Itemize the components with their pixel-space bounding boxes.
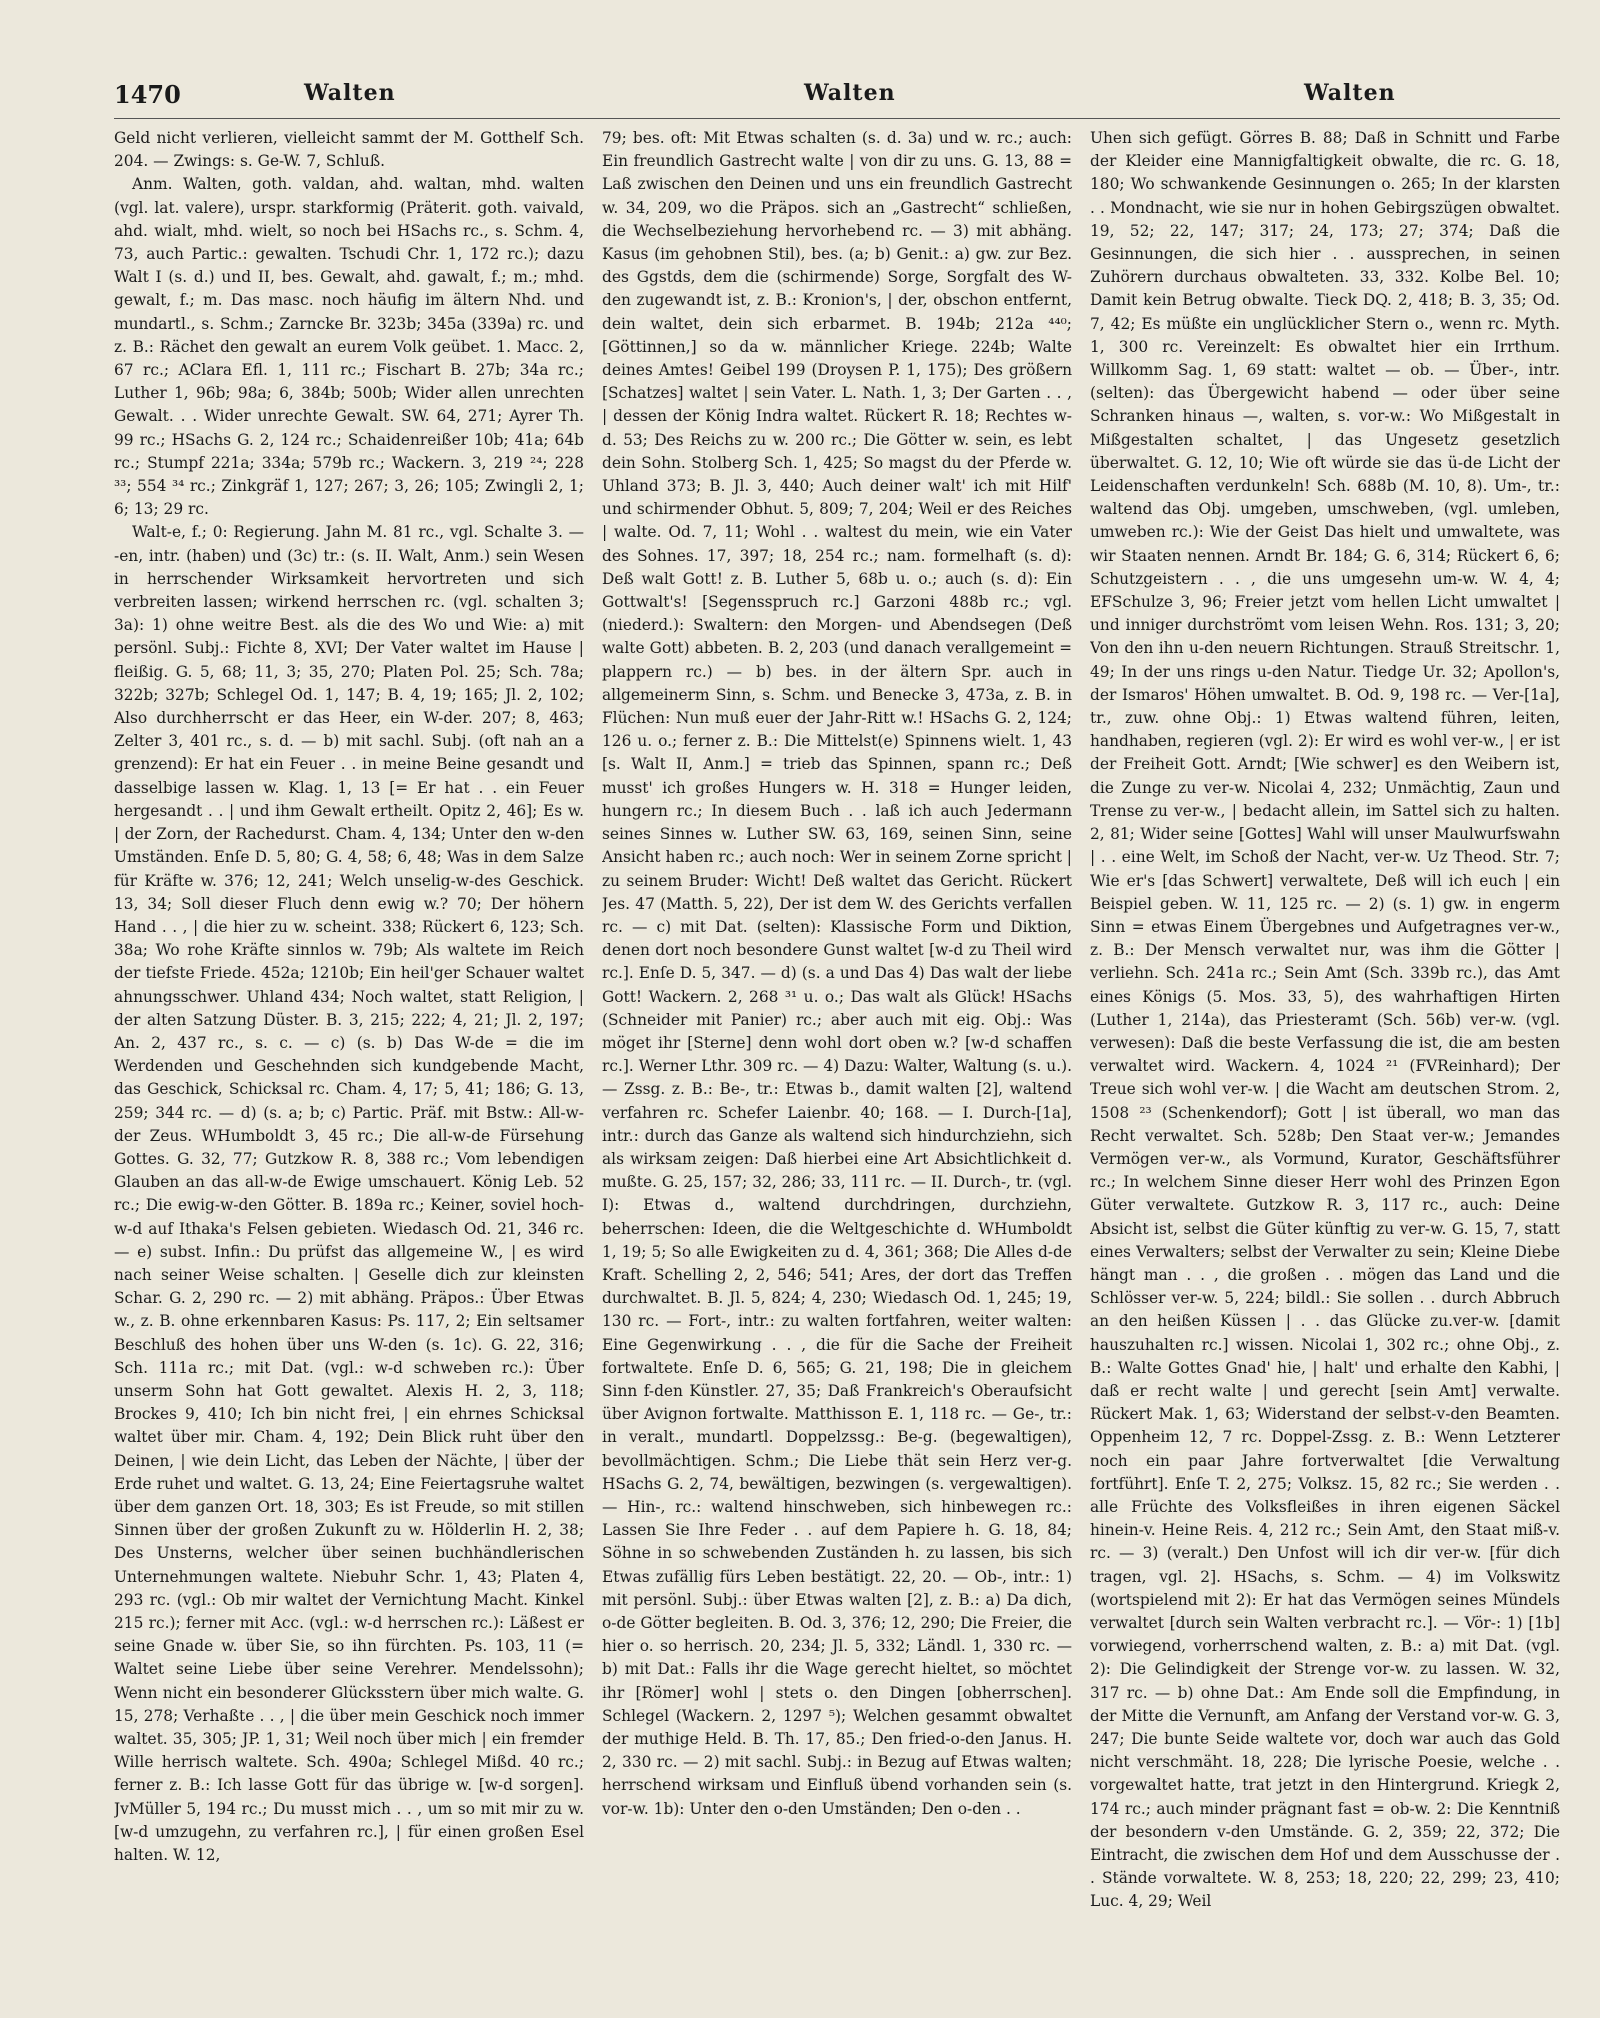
running-headword-center: Walten: [804, 80, 896, 106]
running-headword-right: Walten: [1304, 80, 1396, 106]
column-middle: [602, 127, 1072, 2017]
column-left: [114, 127, 584, 2017]
column-right: [1090, 127, 1560, 2017]
entry-text: Walt-e, f.; 0: Regierung. Jahn M. 81 rc., vgl. Schalte 3. — -en, intr. (haben) und (3c) tr.: (s. II. Walt, Anm.) sein Wesen in herrschender Wirksamkeit hervortreten und sich verbreiten lassen; wirkend herrschen rc. (vgl. schalten 3; 3a): 1) ohne weitre Best. als die des Wo und Wie: a) mit persönl. Subj.: Fichte 8, XVI; Der Vater waltet im Hause | fleißig. G. 5, 68; 11, 3; 35, 270; Platen Pol. 25; Sch. 78a; 322b; 327b; Schlegel Od. 1, 147; B. 4, 19; 165; Jl. 2, 102; Also durchherrscht er das Heer, ein W-der. 207; 8, 463; Zelter 3, 401 rc., s. d. — b) mit sachl. Subj. (oft nah an a grenzend): Er hat ein Feuer . . in meine Beine gesandt und dasselbige lassen w. Klag. 1, 13 [= Er hat . . ein Feuer hergesandt . . | und ihm Gewalt ertheilt. Opitz 2, 46]; Es w. | der Zorn, der Rachedurst. Cham. 4, 134; Unter den w-den Umständen. Enſe D. 5, 80; G. 4, 58; 6, 48; Was in dem Salze für Kräfte w. 376; 12, 241; Welch unselig-w-des Geschick. 13, 34; Soll dieser Fluch denn ewig w.? 70; Der höhern Hand . . , | die hier zu w. scheint. 338; Rückert 6, 123; Sch. 38a; Wo rohe Kräfte sinnlos w. 79b; Als waltete im Reich der tiefste Friede. 452a; 1210b; Ein heil'ger Schauer waltet ahnungsschwer. Uhland 434; Noch waltet, statt Religion, | der alten Satzung Düster. B. 3, 215; 222; 4, 21; Jl. 2, 197; An. 2, 437 rc., s. c. — c) (s. b) Das W-de = die im Werdenden und Geschehnden sich kundgebende Macht, das Geschick, Schicksal rc. Cham. 4, 17; 5, 41; 186; G. 13, 259; 344 rc. — d) (s. a; b; c) Partic. Präf. mit Bstw.: All-w-der Zeus. WHumboldt 3, 45 rc.; Die all-w-de Fürsehung Gottes. G. 32, 77; Gutzkow R. 8, 388 rc.; Vom lebendigen Glauben an das all-w-de Ewige umschauert. König Leb. 52 rc.; Die ewig-w-den Götter. B. 189a rc.; Keiner, soviel hoch-w-d auf Ithaka's Felsen gebieten. Wiedasch Od. 21, 346 rc. — e) subst. Infin.: Du prüfst das allgemeine W., | es wird nach seiner Weise schalten. | Geselle dich zur kleinsten Schar. G. 2, 290 rc. — 2) mit abhäng. Präpos.: Über Etwas w., z. B. ohne erkennbaren Kasus: Ps. 117, 2; Ein seltsamer Beschluß des hohen über uns W-den (s. 1c). G. 22, 316; Sch. 111a rc.; mit Dat. (vgl.: w-d schweben rc.): Über unserm Sohn hat Gott gewaltet. Alexis H. 2, 3, 118; Brockes 9, 410; Ich bin nicht frei, | ein ehrnes Schicksal waltet über mir. Cham. 4, 192; Dein Blick ruht über den Deinen, | wie dein Licht, das Leben der Nächte, | über der Erde ruhet und waltet. G. 13, 24; Eine Feiertagsruhe waltet über dem ganzen Ort. 18, 303; Es ist Freude, so mit stillen Sinnen über der großen Zukunft zu w. Hölderlin H. 2, 38; Des Unsterns, welcher über seinen buchhändlerischen Unternehmungen waltete. Niebuhr Schr. 1, 43; Platen 4, 293 rc. (vgl.: Ob mir waltet der Vernichtung Macht. Kinkel 215 rc.); ferner mit Acc. (vgl.: w-d herrschen rc.): Läßest er seine Gnade w. über Sie, so ihn fürchten. Ps. 103, 11 (= Waltet seine Liebe über seine Verehrer. Mendelssohn); Wenn nicht ein besonderer Glücksstern über mich walte. G. 15, 278; Verhaßte . . , | die über mein Geschick noch immer waltet. 35, 305; JP. 1, 31; Weil noch über mich | ein fremder Wille herrisch waltete. Sch. 490a; Schlegel Mißd. 40 rc.; ferner z. B.: Ich lasse Gott für das übrige w. [w-d sorgen]. JvMüller 5, 194 rc.; Du musst mich . . , um so mit mir zu w. [w-d umzugehn, zu verfahren rc.], | für einen großen Esel halten. W. 12,: [114, 523, 584, 1865]
entry-text: Anm. Walten, goth. valdan, ahd. waltan, mhd. walten (vgl. lat. valere), urspr. starkformig (Präterit. goth. vaivald, ahd. wialt, mhd. wielt, so noch bei HSachs rc., s. Schm. 4, 73, auch Partic.: gewalten. Tschudi Chr. 1, 172 rc.); dazu Walt I (s. d.) und II, bes. Gewalt, ahd. gawalt, f.; m.; mhd. gewalt, f.; m. Das masc. noch häufig im ältern Nhd. und mundartl., s. Schm.; Zarncke Br. 323b; 345a (339a) rc. und z. B.: Rächet den gewalt an eurem Volk geübet. 1. Macc. 2, 67 rc.; AClara Efl. 1, 111 rc.; Fischart B. 27b; 34a rc.; Luther 1, 96b; 98a; 6, 384b; 500b; Wider allen unrechten Gewalt. . . Wider unrechte Gewalt. SW. 64, 271; Ayrer Th. 99 rc.; HSachs G. 2, 124 rc.; Schaidenreißer 10b; 41a; 64b rc.; Stumpf 221a; 334a; 579b rc.; Wackern. 3, 219 ²⁴; 228 ³³; 554 ³⁴ rc.; Zinkgräf 1, 127; 267; 3, 26; 105; Zwingli 2, 1; 6; 13; 29 rc.: [114, 175, 584, 519]
entry-text: Uhen sich gefügt. Görres B. 88; Daß in Schnitt und Farbe der Kleider eine Mannigfaltigkeit obwalte, die rc. G. 18, 180; Wo schwankende Gesinnungen o. 265; In der klarsten . . Mondnacht, wie sie nur in hohen Gebirgszügen obwaltet. 19, 52; 22, 147; 317; 24, 173; 27; 374; Daß die Gesinnungen, die sich hier . . aussprechen, in seinen Zuhörern durchaus obwalteten. 33, 332. Kolbe Bel. 10; Damit kein Betrug obwalte. Tieck DQ. 2, 418; B. 3, 35; Od. 7, 42; Es müßte ein unglücklicher Stern o., wenn rc. Myth. 1, 300 rc. Vereinzelt: Es obwaltet hier ein Irrthum. Willkomm Sag. 1, 69 statt: waltet — ob. — Über-, intr. (selten): das Übergewicht habend — oder über seine Schranken hinaus —, walten, s. vor-w.: Wo Mißgestalt in Mißgestalten schaltet, | das Ungesetz gesetzlich überwaltet. G. 12, 10; Wie oft würde sie das ü-de Licht der Leidenschaften verdunkeln! Sch. 688b (M. 10, 8). Um-, tr.: waltend das Obj. umgeben, umschweben, (vgl. umleben, umweben rc.): Wie der Geist Das hielt und umwaltete, was wir Staaten nennen. Arndt Br. 184; G. 6, 314; Rückert 6, 6; Schutzgeistern . . , die uns umgesehn um-w. W. 4, 4; EFSchulze 3, 96; Freier jetzt vom hellen Licht umwaltet | und inniger durchströmt vom leisen Wehn. Ros. 131; 3, 20; Von den ihn u-den neuern Richtungen. Strauß Streitschr. 1, 49; In der uns rings u-den Natur. Tiedge Ur. 32; Apollon's, der Ismaros' Höhen umwaltet. B. Od. 9, 198 rc. — Ver-[1a], tr., zuw. ohne Obj.: 1) Etwas waltend führen, leiten, handhaben, regieren (vgl. 2): Er wird es wohl ver-w., | er ist der Freiheit Gott. Arndt; [Wie schwer] es den Weibern ist, die Zunge zu ver-w. Nicolai 4, 232; Unmächtig, Zaun und Trense zu ver-w., | bedacht allein, im Sattel sich zu halten. 2, 81; Wider seine [Gottes] Wahl will unser Maulwurfswahn | . . eine Welt, im Schoß der Nacht, ver-w. Uz Theod. Str. 7; Wie er's [das Schwert] verwaltete, Deß will ich euch | ein Beispiel geben. W. 11, 125 rc. — 2) (s. 1) gw. in engerm Sinn = etwas Einem Übergebnes und Aufgetragnes ver-w., z. B.: Der Mensch verwaltet nur, was ihm die Götter | verliehn. Sch. 241a rc.; Sein Amt (Sch. 339b rc.), das Amt eines Königs (5. Mos. 33, 5), des wahrhaftigen Hirten (Luther 1, 214a), das Priesteramt (Sch. 56b) ver-w. (vgl. verwesen): Daß die beste Verfassung die ist, die am besten verwaltet wird. Wackern. 4, 1024 ²¹ (FVReinhard); Der Treue sich wohl ver-w. | die Wacht am deutschen Strom. 2, 1508 ²³ (Schenkendorf); Gott | ist überall, wo man das Recht verwaltet. Sch. 528b; Den Staat ver-w.; Jemandes Vermögen ver-w., als Vormund, Kurator, Geschäftsführer rc.; In welchem Sinne dieser Herr wohl des Prinzen Egon Güter verwaltete. Gutzkow R. 3, 117 rc., auch: Deine Absicht ist, selbst die Güter künftig zu ver-w. G. 15, 7, statt eines Verwalters; selbst der Verwalter zu sein; Kleine Diebe hängt man . . , die großen . . mögen das Land und die Schlösser ver-w. 5, 224; bildl.: Sie sollen . . durch Abbruch an den heißen Küssen | . . das Glücke zu.ver-w. [damit hauszuhalten rc.] wissen. Nicolai 1, 302 rc.; ohne Obj., z. B.: Walte Gottes Gnad' hie, | halt' und erhalte den Kabhi, | daß er recht walte | und gerecht [sein Amt] verwalte. Rückert Mak. 1, 63; Widerstand der selbst-v-den Beamten. Oppenheim 12, 7 rc. Doppel-Zssg. z. B.: Wenn Letzterer noch ein paar Jahre fortverwaltet [die Verwaltung fortführt]. Enſe T. 2, 275; Volksz. 15, 82 rc.; Sie werden . . alle Früchte des Volksfleißes in ihren eigenen Säckel hinein-v. Heine Reis. 4, 212 rc.; Sein Amt, den Staat miß-v. rc. — 3) (veralt.) Den Unfost will ich dir ver-w. [für dich tragen, vgl. 2]. HSachs, s. Schm. — 4) im Volkswitz (wortspielend mit 2): Er hat das Vermögen seines Mündels verwaltet [durch sein Walten verbracht rc.]. — Vör-: 1) [1b] vorwiegend, vorherrschend walten, z. B.: a) mit Dat. (vgl. 2): Die Gelindigkeit der Strenge vor-w. zu lassen. W. 32, 317 rc. — b) ohne Dat.: Am Ende soll die Empfindung, in der Mitte die Vernunft, am Anfang der Verstand vor-w. G. 3, 247; Die bunte Seide waltete vor, doch war auch das Gold nicht verschmäht. 18, 228; Die lyrische Poesie, welche . . vorgewaltet hatte, trat jetzt in den Hintergrund. Kriegk 2, 174 rc.; auch minder prägnant fast = ob-w. 2: Die Kenntniß der besondern v-den Umstände. G. 2, 359; 22, 372; Die Eintracht, die zwischen dem Hof und dem Ausschusse der . . Stände vorwaltete. W. 8, 253; 18, 220; 22, 299; 23, 410; Luc. 4, 29; Weil: [1090, 129, 1560, 1911]
entry-text: Geld nicht verlieren, vielleicht sammt der M. Gotthelf Sch. 204. — Zwings: s. Ge-W. 7, Schluß.: [114, 129, 584, 171]
page-header: [114, 78, 1560, 119]
text-columns: [114, 127, 1560, 2017]
page-number: 1470: [114, 80, 181, 109]
running-headword-left: Walten: [304, 80, 396, 106]
entry-text: 79; bes. oft: Mit Etwas schalten (s. d. 3a) und w. rc.; auch: Ein freundlich Gastrecht walte | von dir zu uns. G. 13, 88 = Laß zwischen den Deinen und uns ein freundlich Gastrecht w. 34, 209, wo die Präpos. sich an „Gastrecht“ schließen, die Wechselbeziehung hervorhebend rc. — 3) mit abhäng. Kasus (im gehobnen Stil), bes. (a; b) Genit.: a) gw. zur Bez. des Ggstds, dem die (schirmende) Sorge, Sorgfalt des W-den zugewandt ist, z. B.: Kronion's, | der, obschon entfernt, dein waltet, dein sich erbarmet. B. 194b; 212a ⁴⁴⁰; [Göttinnen,] so da w. männlicher Kriege. 224b; Walte deines Amtes! Geibel 199 (Droysen P. 1, 175); Des größern [Schatzes] waltet | sein Vater. L. Nath. 1, 3; Der Garten . . , | dessen der König Indra waltet. Rückert R. 18; Rechtes w-d. 53; Des Reichs zu w. 200 rc.; Die Götter w. sein, es lebt dein Sohn. Stolberg Sch. 1, 425; So magst du der Pferde w. Uhland 373; B. Jl. 3, 440; Auch deiner walt' ich mit Hilf' und schirmender Obhut. 5, 809; 7, 204; Weil er des Reiches | walte. Od. 7, 11; Wohl . . waltest du mein, wie ein Vater des Sohnes. 17, 397; 18, 254 rc.; nam. formelhaft (s. d): Deß walt Gott! z. B. Luther 5, 68b u. o.; auch (s. d): Ein Gottwalt's! [Segensspruch rc.] Garzoni 488b rc.; vgl. (niederd.): Swaltern: den Morgen- und Abendsegen (Deß walte Gott) abbeten. B. 2, 203 (und danach verallgemeint = plappern rc.) — b) bes. in der ältern Spr. auch in allgemeinerm Sinn, s. Schm. und Benecke 3, 473a, z. B. in Flüchen: Nun muß euer der Jahr-Ritt w.! HSachs G. 2, 124; 126 u. o.; ferner z. B.: Die Mittelst(e) Spinnens wielt. 1, 43 [s. Walt II, Anm.] = trieb das Spinnen, spann rc.; Deß musst' ich großes Hungers w. H. 318 = Hunger leiden, hungern rc.; In diesem Buch . . laß ich auch Jedermann seines Sinnes w. Luther SW. 63, 169, seinen Sinn, seine Ansicht haben rc.; auch noch: Wer in seinem Zorne spricht | zu seinem Bruder: Wicht! Deß waltet das Gericht. Rückert Jes. 47 (Matth. 5, 22), Der ist dem W. des Gerichts verfallen rc. — c) mit Dat. (selten): Klassische Form und Diktion, denen dort noch besondere Gunst waltet [w-d zu Theil wird rc.]. Enſe D. 5, 347. — d) (s. a und Das 4) Das walt der liebe Gott! Wackern. 2, 268 ³¹ u. o.; Das walt als Glück! HSachs (Schneider mit Panier) rc.; aber auch mit eig. Obj.: Was möget ihr [Sterne] denn wohl dort oben w.? [w-d schaffen rc.]. Werner Lthr. 309 rc. — 4) Dazu: Walter, Waltung (s. u.). — Zssg. z. B.: Be-, tr.: Etwas b., damit walten [2], waltend verfahren rc. Schefer Laienbr. 40; 168. — I. Durch-[1a], intr.: durch das Ganze als waltend sich hindurchziehn, sich als wirksam zeigen: Daß hierbei eine Art Absichtlichkeit d. mußte. G. 25, 157; 32, 286; 33, 111 rc. — II. Durch-, tr. (vgl. I): Etwas d., waltend durchdringen, durchziehn, beherrschen: Ideen, die die Weltgeschichte d. WHumboldt 1, 19; 5; So alle Ewigkeiten zu d. 4, 361; 368; Die Alles d-de Kraft. Schelling 2, 2, 546; 541; Ares, der dort das Treffen durchwaltet. B. Jl. 5, 824; 4, 230; Wiedasch Od. 1, 245; 19, 130 rc. — Fort-, intr.: zu walten fortfahren, weiter walten: Eine Gegenwirkung . . , die für die Sache der Freiheit fortwaltete. Enſe D. 6, 565; G. 21, 198; Die in gleichem Sinn f-den Künstler. 27, 35; Daß Frankreich's Oberaufsicht über Avignon fortwalte. Matthisson E. 1, 118 rc. — Ge-, tr.: in veralt., mundartl. Doppelzssg.: Be-g. (begewaltigen), bevollmächtigen. Schm.; Die Liebe thät sein Herz ver-g. HSachs G. 2, 74, bewältigen, bezwingen (s. vergewaltigen). — Hin-, rc.: waltend hinschweben, sich hinbewegen rc.: Lassen Sie Ihre Feder . . auf dem Papiere h. G. 18, 84; Söhne in so schwebenden Zuständen h. zu lassen, bis sich Etwas zufällig fürs Leben bestätigt. 22, 20. — Ob-, intr.: 1) mit persönl. Subj.: über Etwas walten [2], z. B.: a) Da dich, o-de Götter begleiten. B. Od. 3, 376; 12, 290; Die Freier, die hier o. so herrisch. 20, 234; Jl. 5, 332; Ländl. 1, 330 rc. — b) mit Dat.: Falls ihr die Wage gerecht hieltet, so möchtet ihr [Römer] wohl | stets o. den Dingen [obherrschen]. Schlegel (Wackern. 2, 1297 ⁵); Welchen gesammt obwaltet der muthige Held. B. Th. 17, 85.; Den fried-o-den Janus. H. 2, 330 rc. — 2) mit sachl. Subj.: in Bezug auf Etwas walten; herrschend wirksam und Einfluß übend vorhanden sein (s. vor-w. 1b): Unter den o-den Umständen; Den o-den . .: [602, 129, 1072, 1818]
